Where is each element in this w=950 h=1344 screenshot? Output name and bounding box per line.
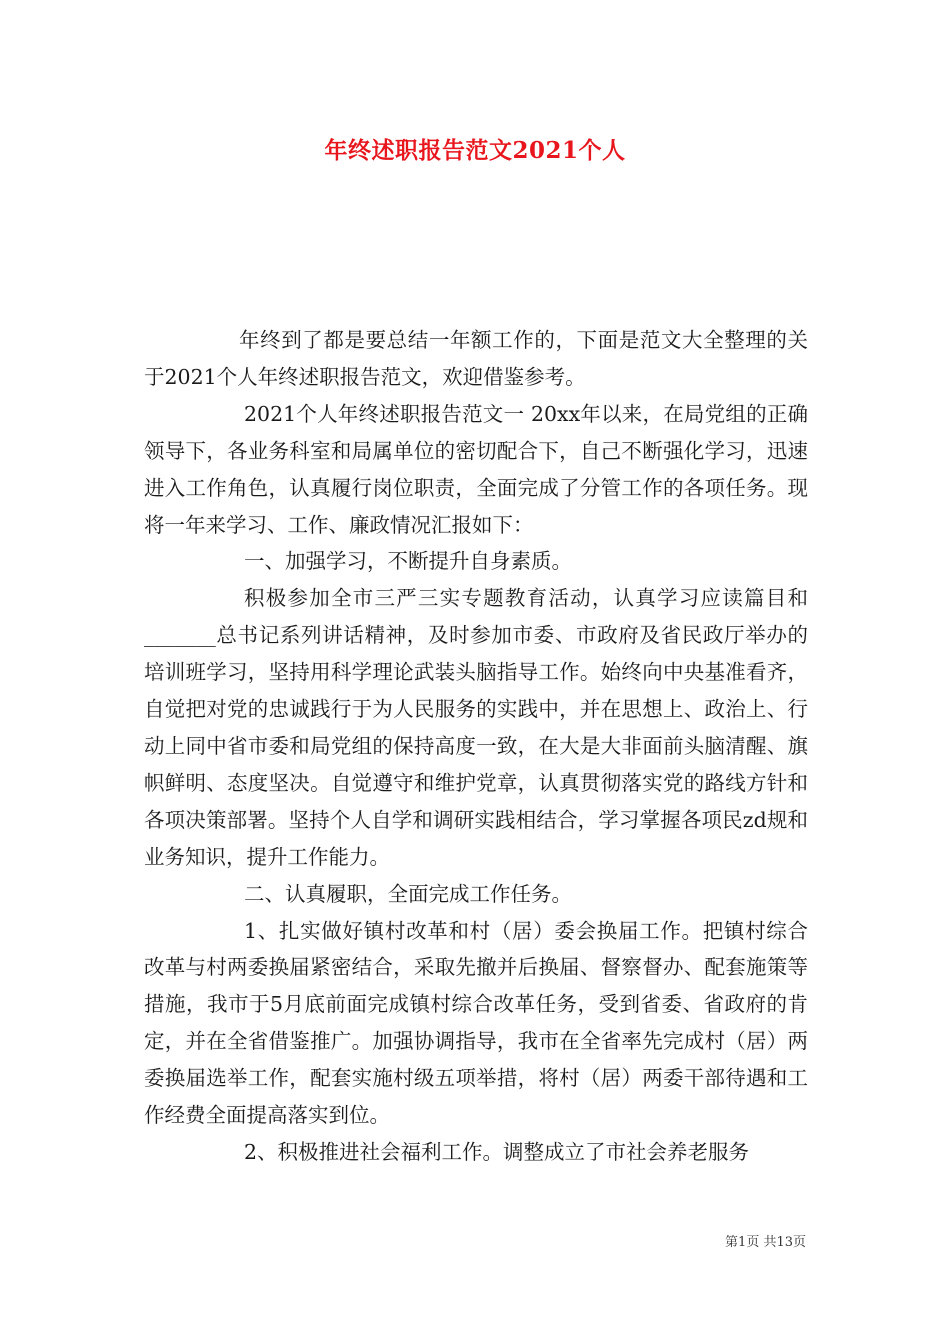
section-heading-1: 一、加强学习，不断提升自身素质。 (244, 549, 572, 574)
document-title: 年终述职报告范文2021个人 (324, 137, 626, 164)
paragraph-study: 积极参加全市三严三实专题教育活动，认真学习应读篇目和_______总书记系列讲话精神，及时参加市委、市政府及省民政厅举办的培训班学习，坚持用科学理论武装头脑指导工作。始终向中央基准看齐，自觉把对党的忠诚践行于为人民服务的实践中，并在思想上、政治上、行动上同中省市委和局党组的保持高度一致，在大是大非面前头脑清醒、旗帜鲜明、态度坚决。自觉遵守和维护党章，认真贯彻落实党的路线方针和各项决策部署。坚持个人自学和调研实践相结合，学习掌握各项民zd规和业务知识，提升工作能力。 (144, 586, 808, 869)
section-heading-2: 二、认真履职，全面完成工作任务。 (244, 881, 572, 906)
paragraph-item-2: 2、积极推进社会福利工作。调整成立了市社会养老服务 (244, 1139, 750, 1164)
page-number: 第1页 共13页 (725, 1235, 806, 1250)
paragraph-intro: 年终到了都是要总结一年额工作的，下面是范文大全整理的关于2021个人年终述职报告范文，欢迎借鉴参考。 (144, 328, 808, 389)
paragraph-report-opening: 2021个人年终述职报告范文一 20xx年以来，在局党组的正确领导下，各业务科室和局属单位的密切配合下，自己不断强化学习，迅速进入工作角色，认真履行岗位职责，全面完成了分管工作的各项任务。现将一年来学习、工作、廉政情况汇报如下： (144, 401, 808, 537)
document-body (144, 322, 808, 1171)
paragraph-item-1: 1、扎实做好镇村改革和村（居）委会换届工作。把镇村综合改革与村两委换届紧密结合，采取先撤并后换届、督察督办、配套施策等措施，我市于5月底前面完成镇村综合改革任务，受到省委、省政府的肯定，并在全省借鉴推广。加强协调指导，我市在全省率先完成村（居）两委换届选举工作，配套实施村级五项举措，将村（居）两委干部待遇和工作经费全面提高落实到位。 (144, 918, 808, 1128)
